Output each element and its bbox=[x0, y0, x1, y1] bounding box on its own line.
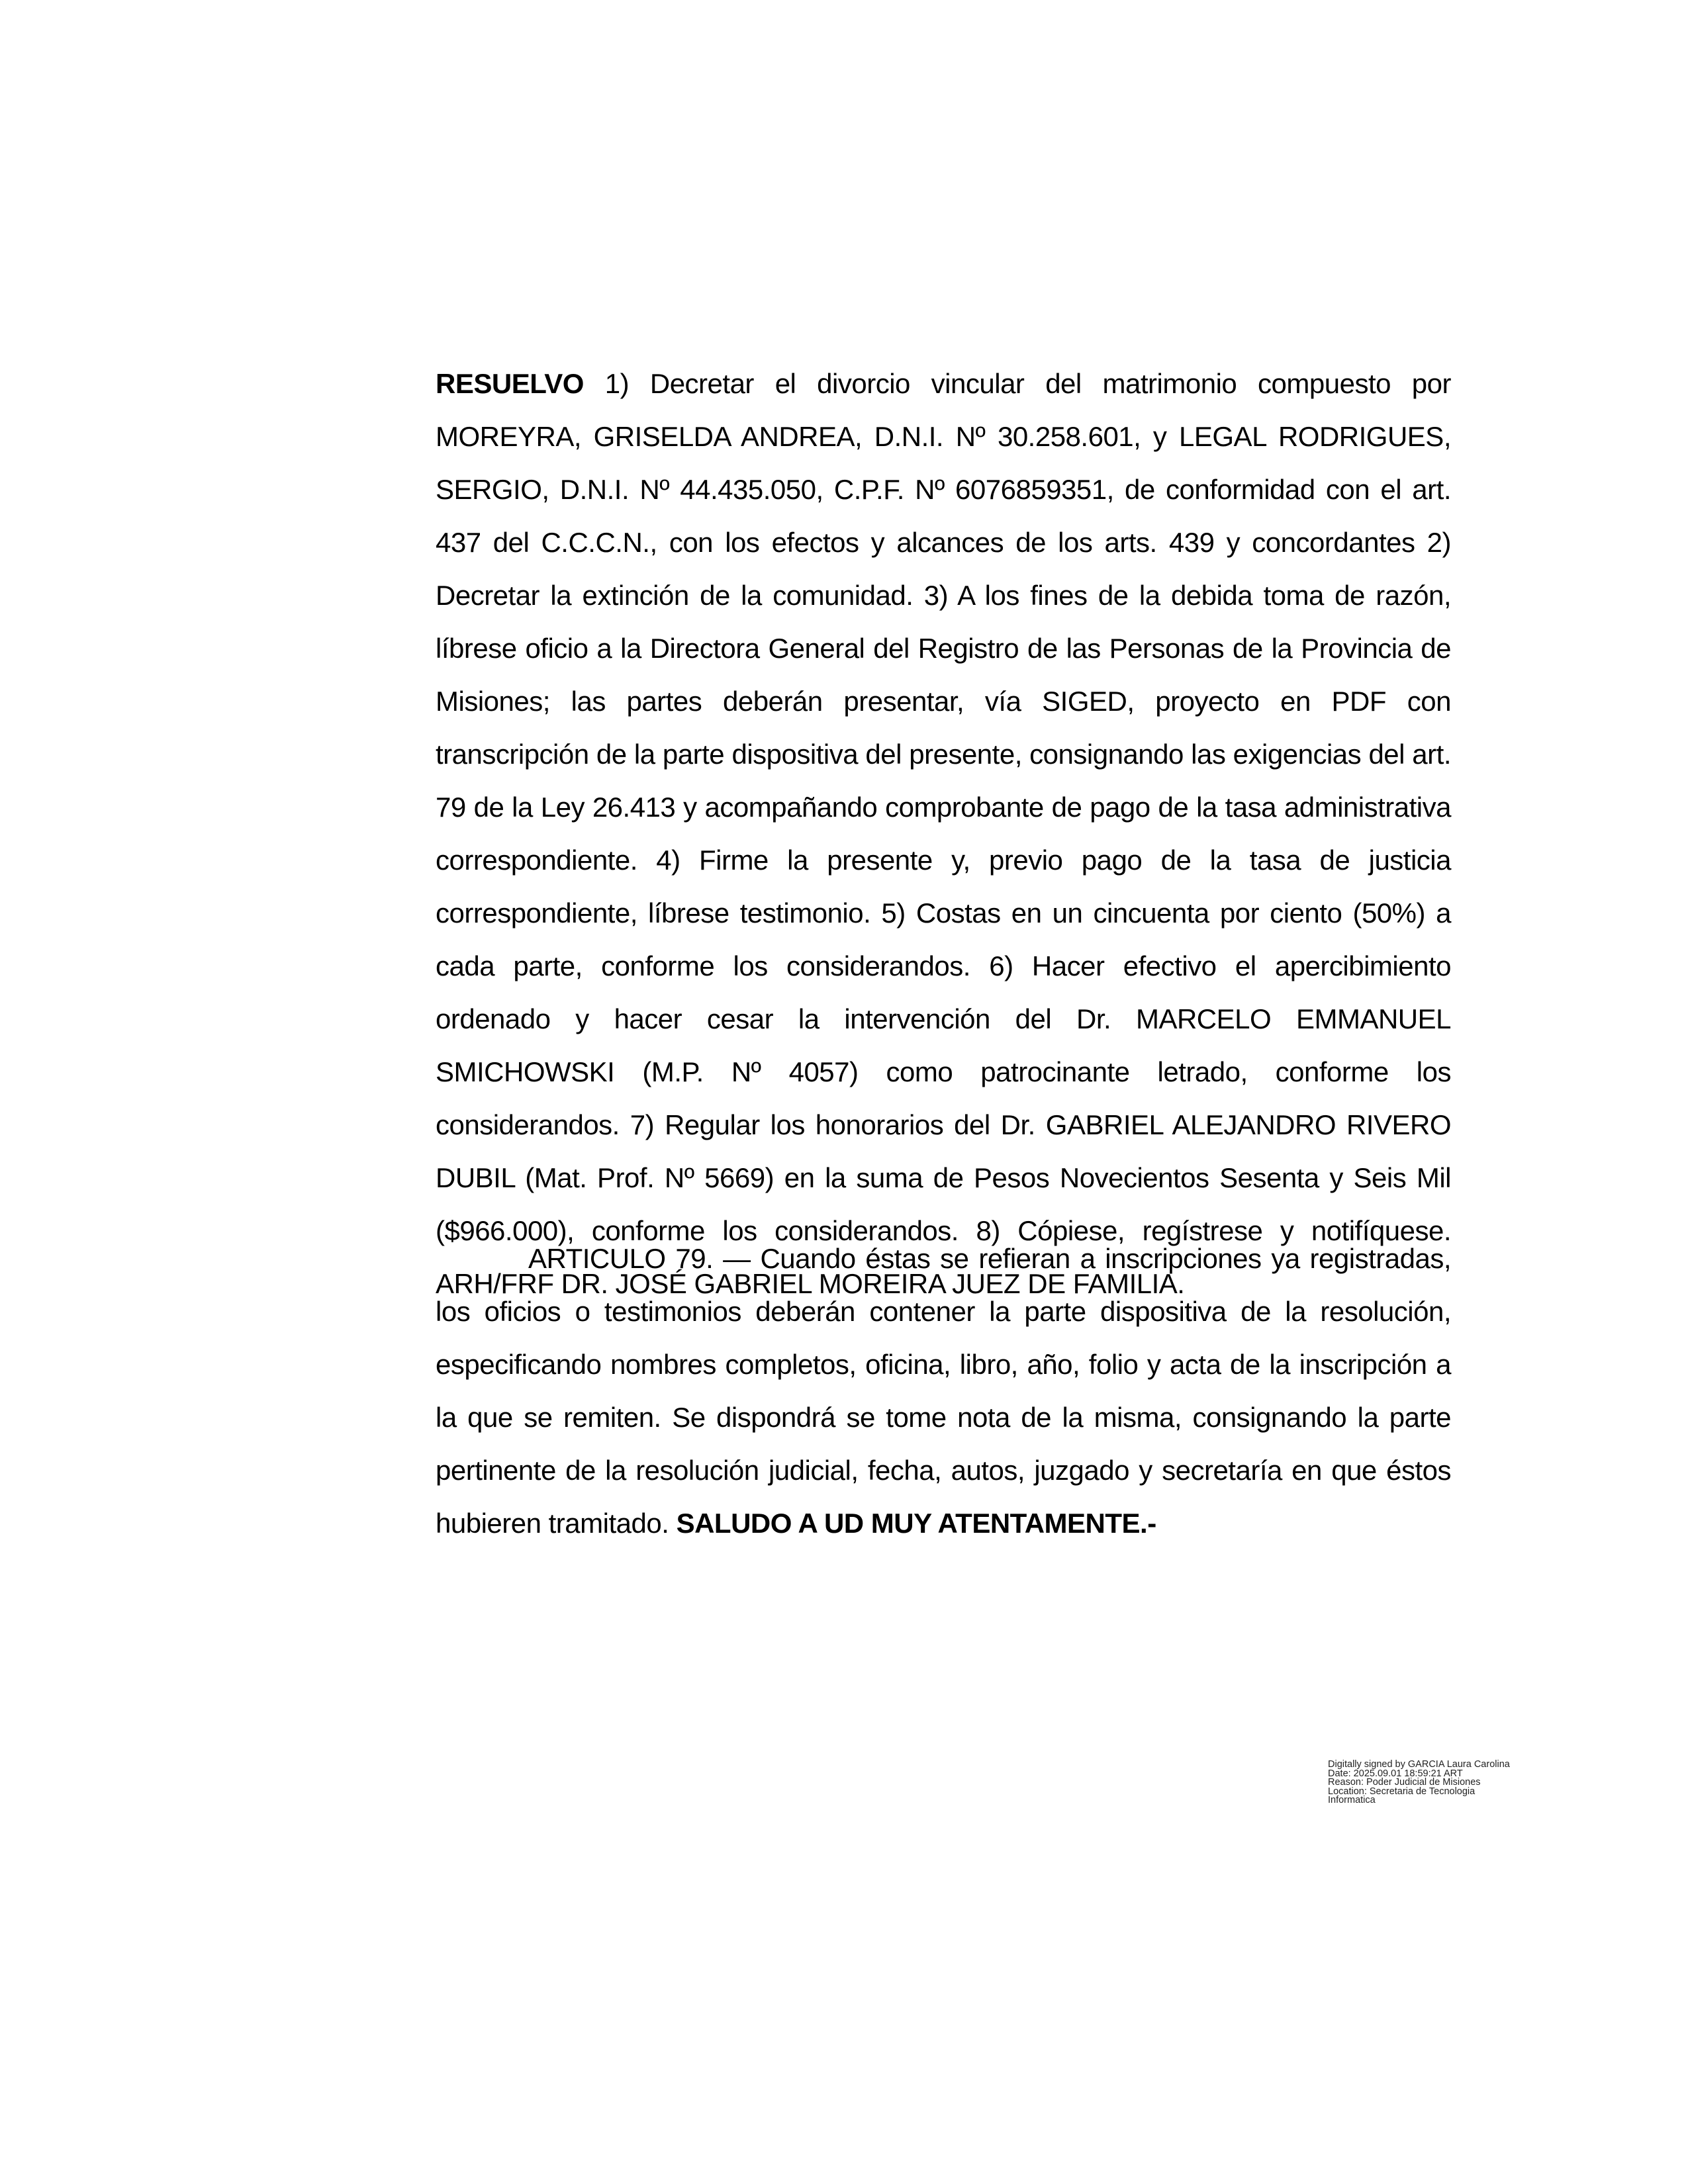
signature-signed-by: Digitally signed by GARCIA Laura Carolina bbox=[1328, 1759, 1510, 1770]
signature-date: Date: 2025.09.01 18:59:21 ART bbox=[1328, 1768, 1463, 1779]
signature-location: Location: Secretaria de Tecnologia bbox=[1328, 1786, 1476, 1797]
resuelvo-section bbox=[436, 357, 1451, 1310]
signature-reason: Reason: Poder Judicial de Misiones bbox=[1328, 1777, 1481, 1788]
articulo-paragraph bbox=[436, 1232, 1451, 1550]
articulo-section bbox=[436, 1232, 1451, 1550]
digital-signature-stamp bbox=[1328, 1760, 1606, 1805]
articulo-text: ARTICULO 79. — Cuando éstas se refieran a inscripciones ya registradas, los oficios o testimonios deberán contener la parte dispositiva de la resolución, especificando nombres completos, oficina, libro, año, folio y acta de la inscripción a la que se remiten. Se dispondrá se tome nota de la misma, consignando la parte pertinente de la resolución judicial, fecha, autos, juzgado y secretaría en que éstos hubieren tramitado. bbox=[436, 1243, 1451, 1539]
resuelvo-text: 1) Decretar el divorcio vincular del matrimonio compuesto por MOREYRA, GRISELDA ANDREA, D.N.I. Nº 30.258.601, y LEGAL RODRIGUES, SERGIO, D.N.I. Nº 44.435.050, C.P.F. Nº 6076859351, de conformidad con el art. 437 del C.C.C.N., con los efectos y alcances de los arts. 439 y concordantes 2) Decretar la extinción de la comunidad. 3) A los fines de la debida toma de razón, líbrese oficio a la Directora General del Registro de las Personas de la Provincia de Misiones; las partes deberán presentar, vía SIGED, proyecto en PDF con transcripción de la parte dispositiva del presente, consignando las exigencias del art. 79 de la Ley 26.413 y acompañando comprobante de pago de la tasa administrativa correspondiente. 4) Firme la presente y, previo pago de la tasa de justicia correspondiente, líbrese testimonio. 5) Costas en un cincuenta por ciento (50%) a cada parte, conforme los considerandos. 6) Hacer efectivo el apercibimiento ordenado y hacer cesar la intervención del Dr. MARCELO EMMANUEL SMICHOWSKI (M.P. Nº 4057) como patrocinante letrado, conforme los considerandos. 7) Regular los honorarios del Dr. GABRIEL ALEJANDRO RIVERO DUBIL (Mat. Prof. Nº 5669) en la suma de Pesos Novecientos Sesenta y Seis Mil ($966.000), conforme los considerandos. 8) Cópiese, regístrese y notifíquese. ARH/FRF DR. JOSÉ GABRIEL MOREIRA JUEZ DE FAMILIA. bbox=[436, 368, 1451, 1299]
closing-salutation: SALUDO A UD MUY ATENTAMENTE.- bbox=[676, 1508, 1156, 1539]
resuelvo-heading: RESUELVO bbox=[436, 368, 584, 399]
signature-location-cont: Informatica bbox=[1328, 1795, 1376, 1805]
resuelvo-paragraph bbox=[436, 357, 1451, 1310]
